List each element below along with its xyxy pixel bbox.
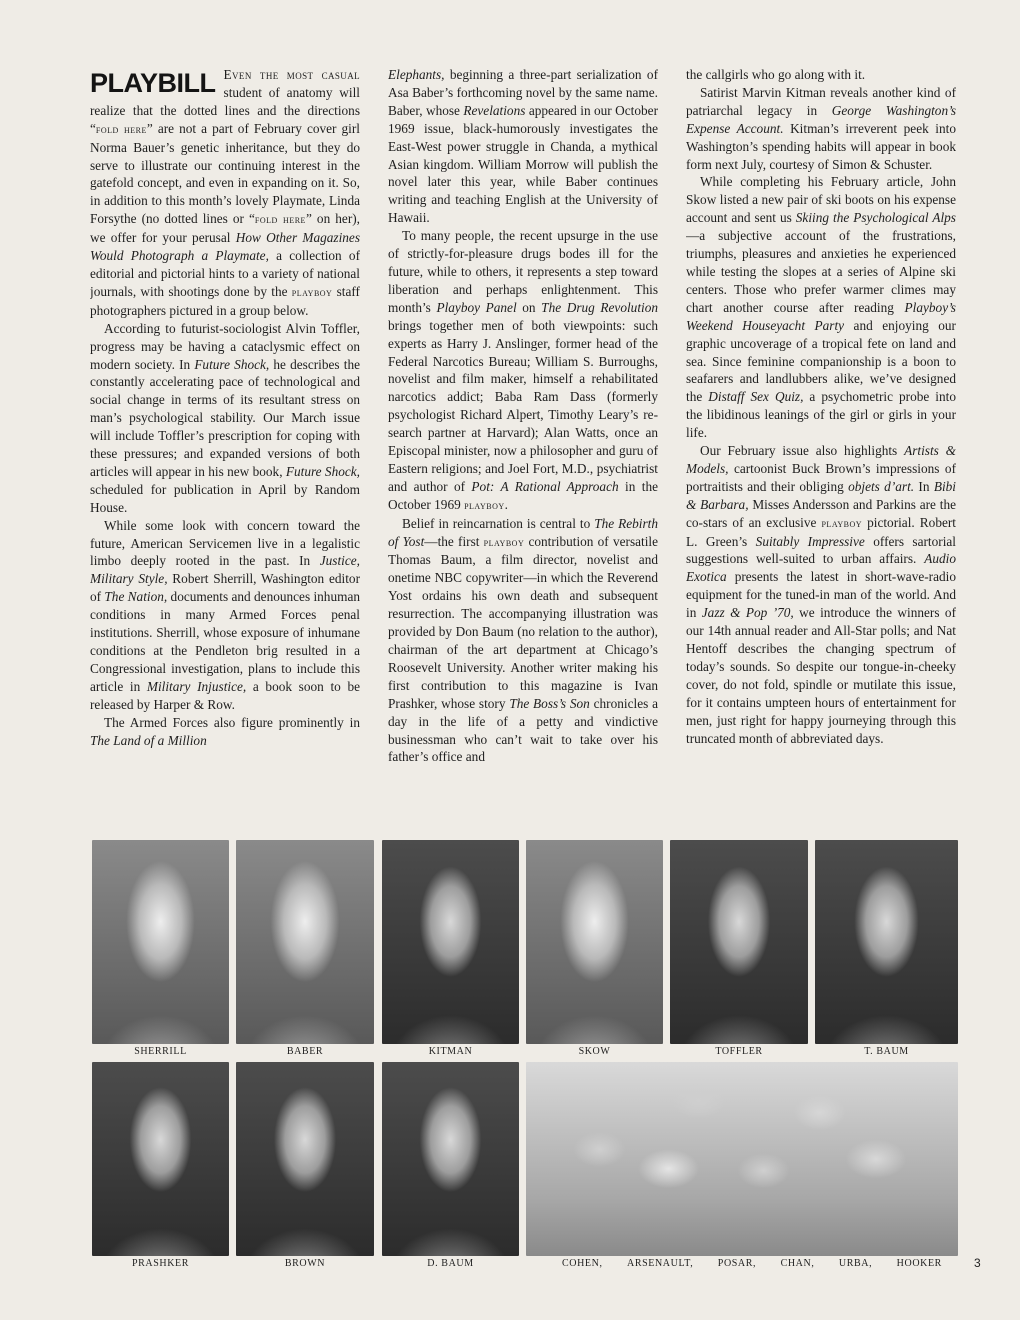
- small-caps-text: fold here: [95, 121, 147, 136]
- italic-title: Artists & Models,: [686, 443, 956, 476]
- italic-title: Playboy’s Weekend Houseyacht Party: [686, 299, 956, 333]
- caption-staff-group: [562, 1258, 942, 1269]
- italic-title: Elephants,: [388, 67, 445, 82]
- text-run: presents the latest in short-wave-radio equipment for the tuned-in man of the world. And in: [686, 569, 956, 621]
- italic-title: Future Shock,: [285, 463, 360, 479]
- italic-title: The Rebirth of Yost: [388, 515, 658, 549]
- caption-urba: URBA,: [838, 1258, 873, 1269]
- photo-skow: [526, 840, 663, 1044]
- paragraph: [686, 173, 956, 442]
- italic-title: The Boss’s Son: [509, 695, 590, 711]
- small-caps-text: playboy: [291, 284, 333, 299]
- caption-chan: CHAN,: [780, 1258, 815, 1269]
- italic-title: George Washington’s Expense Account.: [686, 102, 956, 136]
- photo-baber: [236, 840, 374, 1044]
- italic-title: Military Injustice,: [146, 678, 247, 694]
- lead-in-text: Even the most casual: [223, 67, 360, 82]
- text-run: a psychometric probe into the libidinous leanings of the girl or girls in your life.: [686, 389, 956, 441]
- caption-sherrill: SHERRILL: [134, 1046, 187, 1057]
- photo-toffler: [670, 840, 808, 1044]
- italic-title: Distaff Sex Quiz,: [708, 389, 804, 405]
- text-run: Belief in reincarnation is central to: [402, 515, 595, 531]
- italic-title: Playboy Panel: [436, 299, 517, 315]
- text-run: a collection of editorial and pictorial hints to a variety of national journals, with shootings done by the: [90, 248, 360, 299]
- italic-title: Future Shock,: [194, 356, 270, 372]
- italic-title: The Land of a Million: [90, 732, 207, 748]
- paragraph: [388, 66, 658, 227]
- text-run: beginning a three-part serialization of Asa Baber’s forthcoming novel by the same name. Baber, whose: [388, 67, 658, 118]
- text-run: he describes the constantly accelerating pace of technological and social change in terms of its resultant stress on man’s psychological stability. Our March issue will include Toffler’s prescription for coping with these pressures; and expanded versions of both articles will appear in his new book,: [90, 356, 360, 479]
- text-run: the callgirls who go along with it.: [686, 67, 866, 82]
- italic-title: Bibi & Barbara,: [686, 478, 956, 512]
- paragraph: [90, 517, 360, 714]
- italic-title: Skiing the Psychological Alps: [795, 210, 956, 226]
- caption-arsenault: ARSENAULT,: [627, 1258, 694, 1269]
- text-run: and enjoying our graphic uncoverage of a tropical fete on land and sea. Since feminine companionship is a boon to seafarers and landlubbers alike, we’ve designed the: [686, 317, 956, 405]
- small-caps-text: playboy: [821, 515, 863, 530]
- masthead: PLAYBILL: [90, 68, 216, 98]
- photo-d-baum: [382, 1062, 519, 1256]
- italic-title: Justice, Military Style,: [90, 553, 360, 587]
- text-run: staff photographers pictured in a group below.: [90, 283, 360, 318]
- text-run: —the first: [424, 533, 484, 549]
- caption-kitman: KITMAN: [428, 1046, 473, 1057]
- text-run: offers sartorial suggestions well-suited to urban affairs.: [686, 533, 956, 567]
- text-run: According to futurist-sociologist Alvin Toffler, progress may be having a cataclysmic effect on modern society. In: [90, 320, 360, 372]
- paragraph: [90, 714, 360, 750]
- caption-prashker: PRASHKER: [131, 1258, 190, 1269]
- photo-prashker: [92, 1062, 229, 1256]
- text-column-2: [388, 66, 658, 826]
- text-run: The Armed Forces also figure prominently in: [104, 714, 360, 730]
- text-run: documents and denounces inhuman conditions in many Armed Forces penal institutions. Sherrill, whose exposure of inhumane conditions at the Pendleton brig resulted in a Congressional investigation, plans to include this article in: [90, 589, 360, 694]
- italic-title: objets d’art.: [848, 478, 915, 494]
- paragraph: [388, 227, 658, 515]
- text-run: While completing his February article, John Skow listed a new pair of ski boots on his expense account and sent us: [686, 174, 956, 226]
- paragraph: [90, 320, 360, 517]
- caption-cohen: COHEN,: [562, 1258, 603, 1269]
- text-run: contribution of versatile Thomas Baum, a film director, novelist and onetime NBC copywriter—in which the Reverend Yost ordains his own death and subsequent resurrection. The accompanying illustration was provided by Don Baum (no relation to the author), chairman of the art department at Chicago’s Roosevelt University. Another writer making his first contribution to this magazine is Ivan Prashker, whose story: [388, 533, 658, 711]
- text-run: In: [914, 478, 934, 494]
- italic-title: How Other Magazines Would Photograph a Playmate,: [90, 230, 360, 264]
- caption-toffler: TOFFLER: [715, 1046, 763, 1057]
- italic-title: Audio Exotica: [686, 551, 956, 585]
- text-run: Satirist Marvin Kitman reveals another kind of patriarchal legacy in: [686, 84, 956, 118]
- text-run: pictorial. Robert L. Green’s: [686, 514, 956, 549]
- text-run: Our February issue also highlights: [700, 443, 905, 459]
- text-run: Misses Andersson and Parkins are the co-stars of an exclusive: [686, 496, 956, 530]
- photo-kitman: [382, 840, 519, 1044]
- photo-brown: [236, 1062, 374, 1256]
- text-run: ” are not a part of February cover girl Norma Bauer’s genetic inheritance, but they do serve to illustrate our continuing interest in the gatefold concept, and even in expanding on it. So, in addition to this month’s lovely Playmate, Linda Forsythe (no dotted lines or “: [90, 120, 360, 227]
- italic-title: The Nation,: [104, 589, 168, 605]
- text-run: scheduled for publication in April by Random House.: [90, 481, 360, 515]
- text-run: ” on her), we offer for your perusal: [90, 211, 360, 246]
- paragraph: [686, 442, 956, 747]
- italic-title: Pot: A Rational Approach: [471, 478, 619, 494]
- small-caps-text: playboy: [483, 534, 525, 549]
- text-run: appeared in our October 1969 issue, black-humorously investigates the East-West power struggle in Chanda, a mythical Asian kingdom. William Morrow will publish the novel later this year, while Baber continues writing and teaching English at the University of Hawaii.: [388, 102, 658, 226]
- text-run: cartoonist Buck Brown’s impressions of portraitists and their obliging: [686, 460, 956, 494]
- small-caps-text: fold here: [254, 212, 306, 227]
- text-column-1: [90, 66, 360, 826]
- text-run: Robert Sherrill, Washington editor of: [90, 571, 360, 605]
- small-caps-text: playboy: [464, 497, 505, 512]
- text-run: Kitman’s irreverent peek into Washington’s spending habits will appear in book form next July, courtesy of Simon & Schuster.: [686, 120, 956, 172]
- text-run: .: [504, 496, 508, 512]
- caption-brown: BROWN: [284, 1258, 326, 1269]
- photo-t-baum: [815, 840, 958, 1044]
- caption-skow: SKOW: [578, 1046, 611, 1057]
- photo-staff-group: [526, 1062, 958, 1256]
- text-run: While some look with concern toward the future, American Servicemen live in a legalistic limbo deeply rooted in the past. In: [90, 517, 360, 569]
- paragraph: [686, 66, 956, 84]
- italic-title: The Drug Revolution: [541, 299, 658, 315]
- article-text: [90, 66, 956, 826]
- italic-title: Revelations: [463, 102, 526, 118]
- text-run: —a subjective account of the frustrations, triumphs, pleasures and anxieties he experienced while testing the slopes at a series of Alpine ski centers. Those who prefer warmer climes may chart another course after reading: [686, 228, 956, 315]
- text-run: chronicles a day in the life of a petty and vindictive businessman who can’t wait to take over his father’s office and: [388, 695, 658, 765]
- text-run: student of anatomy will realize that the dotted lines and the directions “: [90, 84, 360, 136]
- page-number: 3: [974, 1256, 981, 1270]
- text-run: To many people, the recent upsurge in the use of strictly-for-pleasure drugs bodes ill for the future, while to others, it represents a step toward liberation and perhaps enlightenment. This month’s: [388, 228, 658, 315]
- caption-t-baum: T. BAUM: [864, 1046, 909, 1057]
- text-run: in the October 1969: [388, 478, 658, 512]
- caption-d-baum: D. BAUM: [427, 1258, 474, 1269]
- text-run: we introduce the winners of our 14th annual reader and All-Star polls; and Nat Hentoff describes the changing spectrum of today’s sounds. So despite our tongue-in-cheeky cover, do not fold, spindle or mutilate this issue, for it contains umpteen hours of entertainment for men, just right for happy journeying through this truncated month of abbreviated days.: [686, 605, 956, 746]
- italic-title: Suitably Impressive: [755, 533, 865, 549]
- text-run: brings together men of both viewpoints: such experts as Harry J. Anslinger, former head of the Federal Narcotics Bureau; William S. Burroughs, novelist and film maker, himself a rehabilitated narcotics addict; Baba Ram Dass (formerly psychologist Richard Alpert, Timothy Leary’s research partner at Harvard); Alan Watts, once an Episcopal minister, now a philosopher and guru of Eastern religions; and Joel Fort, M.D., psychiatrist and author of: [388, 317, 658, 494]
- paragraph: [388, 515, 658, 767]
- caption-baber: BABER: [286, 1046, 324, 1057]
- text-run: a book soon to be released by Harper & Row.: [90, 678, 360, 712]
- caption-posar: POSAR,: [717, 1258, 757, 1269]
- paragraph: [686, 84, 956, 174]
- italic-title: Jazz & Pop ’70,: [701, 605, 794, 621]
- text-column-3: [686, 66, 956, 826]
- caption-hooker: HOOKER: [896, 1258, 942, 1269]
- contributor-photos: [92, 840, 958, 1270]
- text-run: on: [516, 299, 542, 315]
- paragraph: [90, 66, 360, 320]
- photo-sherrill: [92, 840, 229, 1044]
